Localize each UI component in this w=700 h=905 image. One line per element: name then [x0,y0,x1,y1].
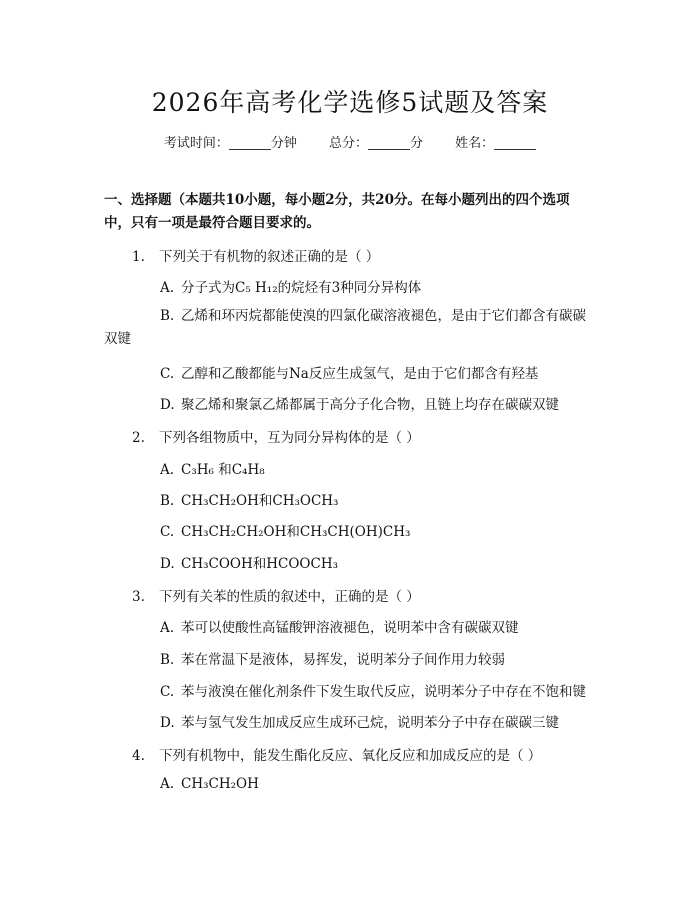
option-text: 聚乙烯和聚氯乙烯都属于高分子化合物，且链上均存在碳碳双键 [181,397,559,413]
option-label: A. [160,620,175,636]
option-text: 苯与氢气发生加成反应生成环己烷，说明苯分子中存在碳碳三键 [181,715,559,731]
option-text: CH₃CH₂OH [181,776,259,792]
option-text: 乙烯和环丙烷都能使溴的四氯化碳溶液褪色，是由于它们都含有碳碳双键 [104,308,586,347]
option-1b [104,305,594,351]
option-3c [160,680,586,700]
option-3d [160,711,559,731]
option-3a [160,616,519,636]
page-title: 2026年高考化学选修5试题及答案 [151,88,549,117]
option-2c [160,520,410,540]
option-text: 苯与液溴在催化剂条件下发生取代反应，说明苯分子中存在不饱和键 [181,684,586,700]
option-text: 苯可以使酸性高锰酸钾溶液褪色，说明苯中含有碳碳双键 [181,620,519,636]
question-text: 下列有机物中，能发生酯化反应、氧化反应和加成反应的是（ ） [159,748,542,764]
option-label: B. [160,493,175,509]
option-text: 分子式为C₅ H₁₂的烷烃有3种同分异构体 [181,280,422,296]
option-1c [160,362,538,382]
option-text: C₃H₆ 和C₄H₈ [181,462,265,478]
question-number: 1. [132,249,145,265]
score-label: 总分： [328,136,368,151]
question-number: 2. [132,430,145,446]
option-label: D. [160,397,175,413]
option-2a [160,458,265,478]
option-text: CH₃CH₂CH₂OH和CH₃CH(OH)CH₃ [181,524,411,540]
option-4a [160,776,259,792]
question-2 [132,426,420,446]
option-1d [160,393,559,413]
exam-info [0,132,700,151]
name-label: 姓名： [455,136,495,151]
time-label: 考试时间： [163,136,229,151]
question-text: 下列有关苯的性质的叙述中，正确的是（ ） [159,589,420,605]
option-2d [160,552,338,572]
question-3 [132,585,420,605]
name-field [455,136,536,151]
option-label: A. [160,776,175,792]
option-label: B. [160,308,175,324]
option-label: C. [160,366,175,382]
time-blank[interactable] [229,135,271,150]
time-field [164,136,301,151]
name-blank[interactable] [494,135,536,150]
option-text: CH₃CH₂OH和CH₃OCH₃ [181,493,339,509]
option-text: 乙醇和乙酸都能与Na反应生成氢气，是由于它们都含有羟基 [181,366,539,382]
question-text: 下列关于有机物的叙述正确的是（ ） [159,249,380,265]
time-unit: 分钟 [270,136,297,151]
section-heading: 一、选择题（本题共10小题，每小题2分，共20分。在每小题列出的四个选项中，只有一项是最符合题目要求的。 [104,192,570,231]
question-4 [132,744,541,764]
option-3b [160,648,505,668]
score-field [329,136,427,151]
option-text: 苯在常温下是液体，易挥发，说明苯分子间作用力较弱 [181,652,505,668]
option-label: A. [160,462,175,478]
question-1 [132,245,379,265]
option-label: B. [160,652,175,668]
option-label: D. [160,715,175,731]
option-label: D. [160,556,175,572]
option-1a [160,276,421,296]
score-blank[interactable] [368,135,410,150]
question-number: 3. [132,589,145,605]
score-unit: 分 [410,136,424,151]
option-2b [160,489,338,509]
option-text: CH₃COOH和HCOOCH₃ [181,556,339,572]
option-label: C. [160,524,175,540]
option-label: C. [160,684,175,700]
option-label: A. [160,280,175,296]
question-text: 下列各组物质中，互为同分异构体的是（ ） [159,430,420,446]
question-number: 4. [132,748,145,764]
